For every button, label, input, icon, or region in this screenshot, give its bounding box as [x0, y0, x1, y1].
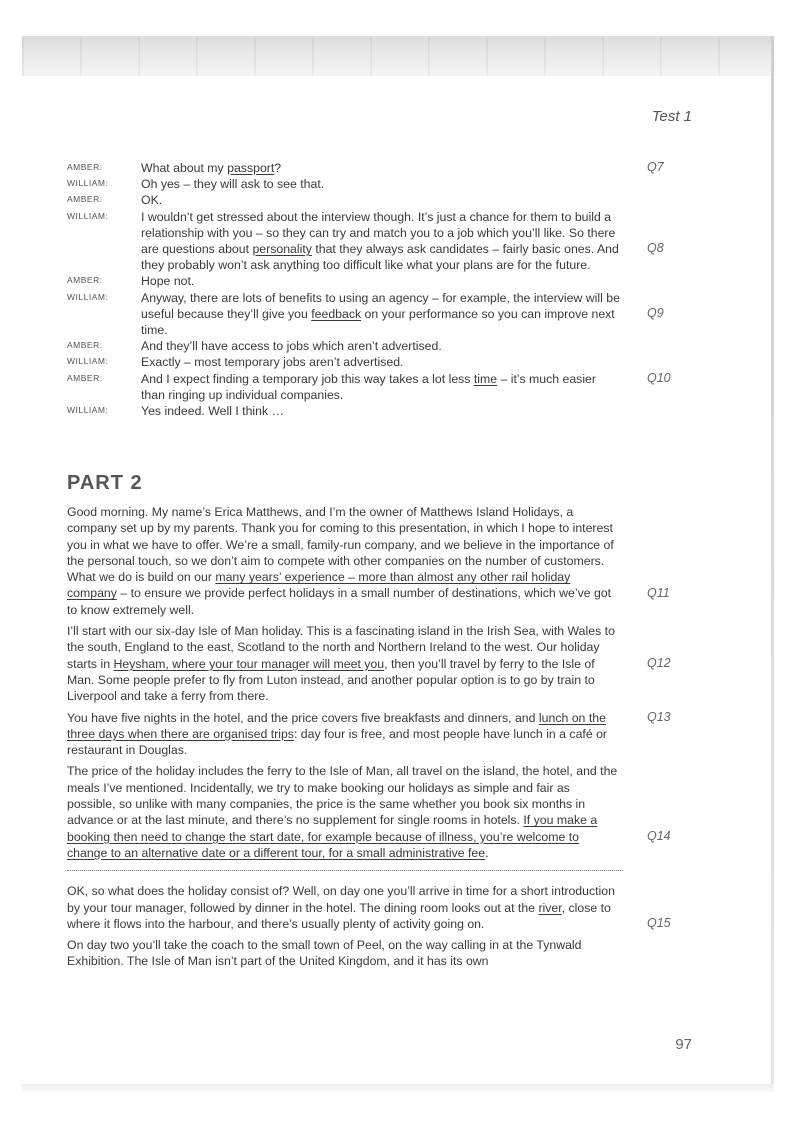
speaker-label: AMBER:	[67, 194, 103, 205]
utterance-text	[141, 290, 621, 339]
text-run: on your performance so you can improve next time.	[141, 306, 615, 338]
question-marker: Q8	[647, 241, 664, 255]
text-run: .	[485, 845, 489, 860]
text-run: I wouldn’t get stressed about the interview though. It’s just a chance for them to build a relationship with you – so they can try and match you to a job which you’ll like. So there are questions about	[141, 209, 616, 257]
text-run: Good morning. My name’s Erica Matthews, and I’m the owner of Matthews Island Holidays, a company set up by my parents. Thank you for coming to this presentation, in which I hope to interest you in what we have to offer. We’re a small, family-run company, and we believe in the importance of the personal touch, so we don’t aim to compete with other companies on the number of customers. What we do is build on our	[67, 505, 614, 585]
speaker-label: WILLIAM:	[67, 178, 109, 189]
text-run: ?	[274, 161, 282, 175]
paragraph	[67, 710, 687, 759]
speaker-label: WILLIAM:	[67, 405, 109, 416]
text-run: , then you’ll travel by ferry to the Isle of Man. Some people prefer to fly from Luton instead, and another popular option is to go by train to Liverpool and take a ferry from there.	[67, 656, 595, 704]
text-run: Anyway, there are lots of benefits to using an agency – for example, the interview will be useful because they’ll give you	[141, 290, 620, 321]
speaker-label: AMBER:	[67, 275, 103, 286]
page-number: 97	[675, 1036, 692, 1053]
paragraph-text	[67, 710, 619, 759]
utterance-text	[141, 403, 621, 419]
part-2-transcript	[67, 504, 687, 975]
paragraph-text	[67, 883, 619, 932]
answer-underline: feedback	[311, 306, 362, 321]
dialogue-line	[67, 371, 687, 403]
text-run: , close to where it flows into the harbour, and there’s usually plenty of activity going on.	[67, 900, 611, 931]
answer-underline: time	[473, 371, 498, 386]
speaker-label: AMBER:	[67, 340, 103, 351]
text-run: And they’ll have access to jobs which aren’t advertised.	[141, 339, 442, 354]
speaker-label: WILLIAM:	[67, 210, 109, 221]
dialogue-line	[67, 290, 687, 339]
answer-underline: many years’ experience – more than almost any other rail holiday company	[67, 570, 571, 601]
question-marker: Q12	[647, 655, 671, 670]
paragraph	[67, 623, 687, 704]
utterance-text	[141, 338, 621, 354]
dialogue-line	[67, 176, 687, 192]
question-marker: Q7	[647, 160, 664, 174]
paragraph-text	[67, 763, 619, 861]
question-marker: Q15	[647, 915, 671, 930]
text-run: Yes indeed. Well I think …	[141, 404, 284, 419]
paragraph	[67, 883, 687, 932]
utterance-text	[141, 192, 621, 208]
text-run: The price of the holiday includes the ferry to the Isle of Man, all travel on the island, the hotel, and the meals I’ve mentioned. Incidentally, we try to make booking our holidays as simple and fair as possible, so unlike with many companies, the price is the same whether you book six months in advance or at the last minute, and there’s no supplement for single rooms in hotels.	[67, 764, 618, 828]
answer-underline: Heysham, where your tour manager will meet you	[113, 656, 385, 671]
utterance-text	[141, 354, 621, 370]
paragraph-text	[67, 504, 619, 618]
text-run: Hope not.	[141, 274, 195, 289]
speaker-label: AMBER:	[67, 162, 103, 172]
dialogue-line	[67, 403, 687, 419]
text-run: You have five nights in the hotel, and the price covers five breakfasts and dinners, and	[67, 710, 539, 725]
paragraph-text	[67, 937, 619, 970]
paragraph	[67, 763, 687, 861]
scan-shadow-bottom	[22, 1084, 774, 1092]
paragraph-text	[67, 623, 619, 704]
text-run: – it’s much easier than ringing up individual companies.	[141, 371, 596, 402]
text-run: OK, so what does the holiday consist of? Well, on day one you’ll arrive in time for a short introduction by your tour manager, followed by dinner in the hotel. The dining room looks out at the	[67, 884, 615, 915]
dialogue-line	[67, 160, 687, 176]
utterance-text	[141, 273, 621, 289]
text-run: that they always ask candidates – fairly basic ones. And they probably won’t ask anything too difficult like what your plans are for the future.	[141, 242, 619, 273]
dialogue-line	[67, 209, 687, 274]
text-run: OK.	[141, 193, 163, 208]
dialogue-line	[67, 354, 687, 370]
question-marker: Q13	[647, 709, 671, 724]
scan-shadow-top	[22, 36, 774, 76]
answer-underline: river	[538, 900, 562, 915]
dialogue-line	[67, 192, 687, 208]
question-marker: Q9	[647, 305, 664, 320]
text-run: On day two you’ll take the coach to the small town of Peel, on the way calling in at the Tynwald Exhibition. The Isle of Man isn’t part of the United Kingdom, and it has its own	[67, 938, 582, 969]
speaker-label: WILLIAM:	[67, 291, 109, 302]
text-run: I’ll start with our six-day Isle of Man holiday. This is a fascinating island in the Irish Sea, with Wales to the south, England to the east, Scotland to the north and Northern Ireland to the west. Our holiday starts in	[67, 624, 615, 671]
paragraph	[67, 504, 687, 618]
question-marker: Q11	[647, 585, 670, 600]
paragraph	[67, 937, 687, 970]
utterance-text	[141, 160, 621, 176]
text-run: – to ensure we provide perfect holidays in a small number of destinations, which we’ve got to know extremely well.	[67, 586, 612, 617]
utterance-text	[141, 371, 621, 403]
speaker-label: AMBER:	[67, 372, 103, 383]
text-run: Oh yes – they will ask to see that.	[141, 177, 325, 192]
dotted-divider	[67, 870, 623, 871]
dialogue-line	[67, 338, 687, 354]
text-run: : day four is free, and most people have lunch in a café or restaurant in Douglas.	[67, 726, 608, 758]
scan-shadow-right	[771, 36, 774, 1086]
question-marker: Q10	[647, 370, 671, 385]
text-run: What about my	[141, 161, 228, 175]
utterance-text	[141, 209, 621, 274]
text-run: And I expect finding a temporary job this way takes a lot less	[141, 371, 474, 386]
question-marker: Q14	[647, 828, 671, 843]
dialogue-line	[67, 273, 687, 289]
answer-underline: passport	[227, 161, 275, 175]
test-label: Test 1	[651, 108, 692, 125]
dialogue-transcript	[67, 160, 687, 419]
answer-underline: lunch on the three days when there are organised trips	[67, 710, 606, 741]
answer-underline: personality	[252, 242, 312, 257]
speaker-label: WILLIAM:	[67, 356, 109, 367]
part-heading: PART 2	[67, 472, 143, 494]
answer-underline: If you make a booking then need to change the start date, for example because of illness, you’re welcome to change to an alternative date or a different tour, for a small administrative fee	[67, 813, 598, 860]
text-run: Exactly – most temporary jobs aren’t advertised.	[141, 355, 404, 370]
utterance-text	[141, 176, 621, 192]
